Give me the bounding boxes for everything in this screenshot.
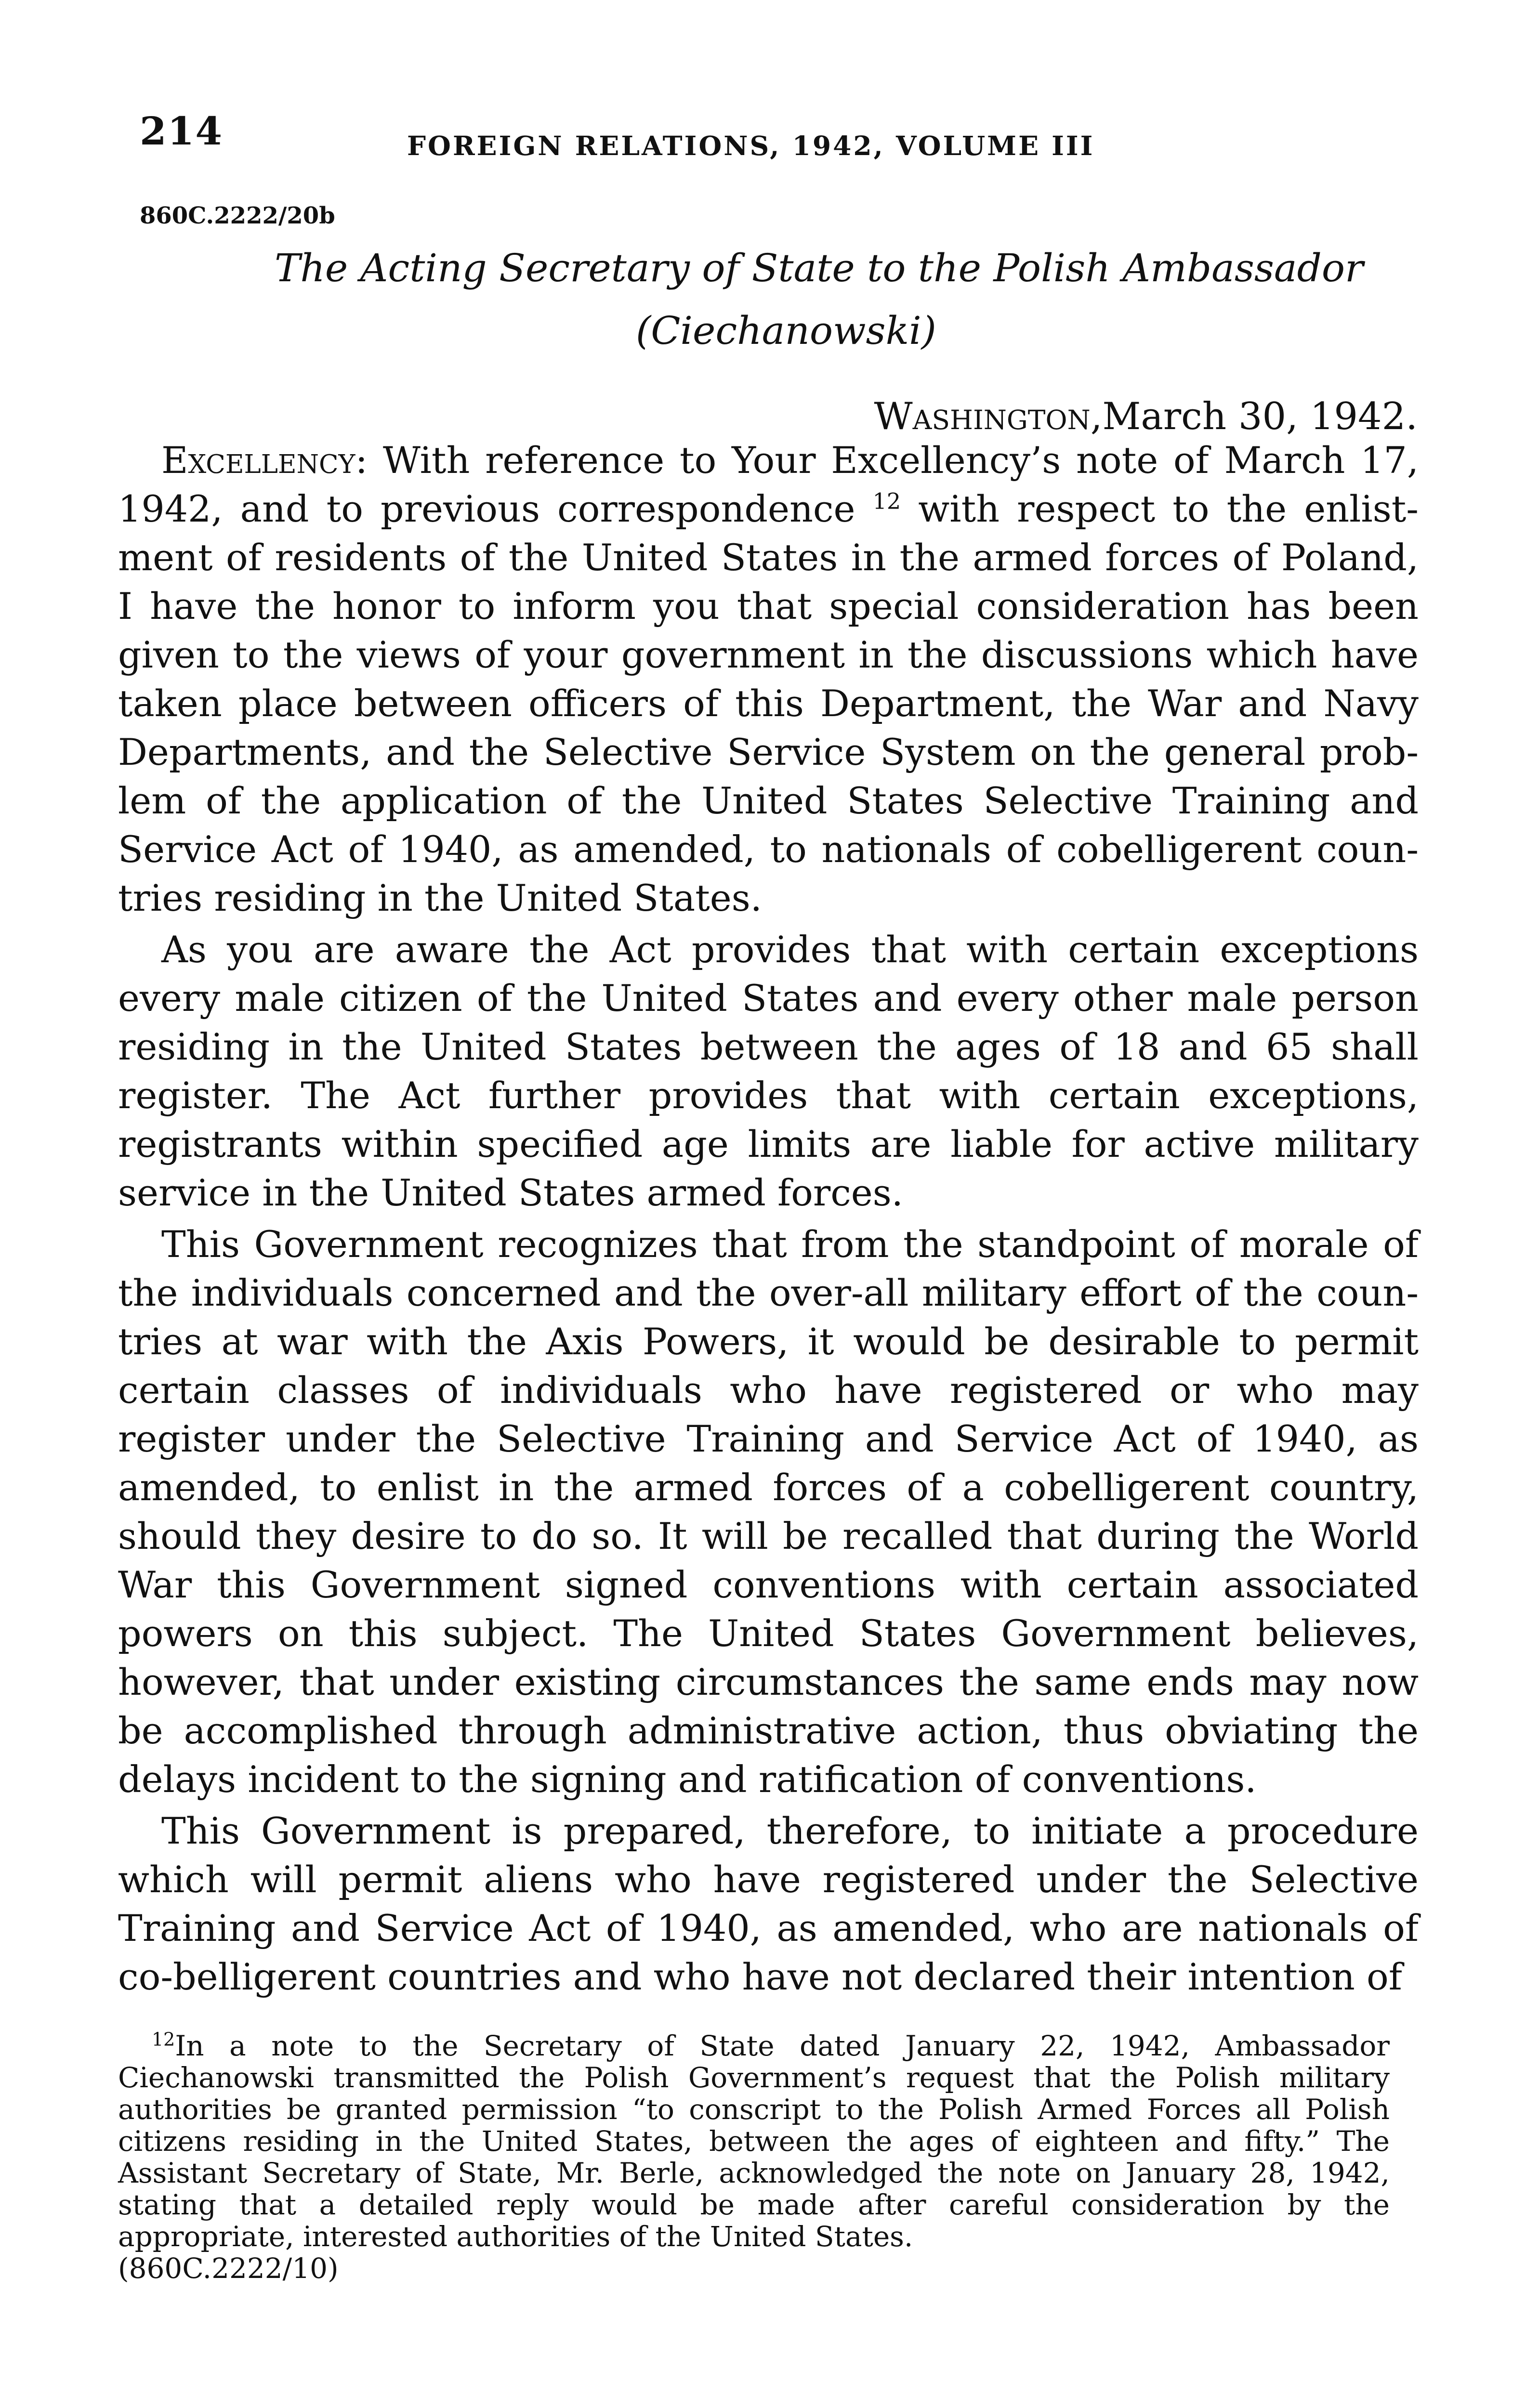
dateline-date: March 30, 1942. <box>1102 395 1418 438</box>
paragraph-1-text-b: with respect to the enlistment of residents of the United States in the armed forces of Poland, I have the honor to inform you that special consideration has been given to the views of your government in the discussions which have taken place between officers of this Department, the War and Navy Departments, and the Selective Service System on the general problem of the application of the United States Selective Training and Service Act of 1940, as amended, to nationals of cobelligerent countries residing in the United States. <box>118 487 1419 919</box>
dateline-place: Washington, <box>874 395 1103 438</box>
dateline <box>874 395 1418 438</box>
footnote-marker: 12 <box>152 2028 175 2050</box>
footnote <box>118 2030 1390 2284</box>
paragraph <box>118 436 1419 922</box>
document-title: The Acting Secretary of State to the Polish Ambassador <box>275 246 1364 290</box>
paragraph: This Government recognizes that from the standpoint of morale of the individuals concerned and the over-all military effort of the countries at war with the Axis Powers, it would be desirable to permit certain classes of individuals who have registered or who may register under the Selective Training and Service Act of 1940, as amended, to enlist in the armed forces of a cobelligerent country, should they desire to do so. It will be recalled that during the World War this Government signed conventions with certain associated powers on this subject. The United States Government believes, however, that under existing circumstances the same ends may now be accomplished through administrative action, thus obviating the delays incident to the signing and ratification of conventions. <box>118 1223 1419 1801</box>
footnote-text: In a note to the Secretary of State dated January 22, 1942, Ambassador Ciechanowski transmitted the Polish Government’s request that the Polish military authorities be granted permission “to conscript to the Polish Armed Forces all Polish citizens residing in the United States, between the ages of eighteen and fifty.” The Assistant Secretary of State, Mr. Berle, acknowledged the note on January 28, 1942, stating that a detailed reply would be made after careful consideration by the appropriate, interested authorities of the United States. <box>118 2029 1390 2253</box>
running-head: FOREIGN RELATIONS, 1942, VOLUME III <box>407 130 1095 161</box>
paragraph: This Government is prepared, therefore, to initiate a procedure which will permit aliens who have registered under the Selective Training and Service Act of 1940, as amended, who are nationals of co-belligerent countries and who have not declared their intention of <box>118 1809 1419 1998</box>
letter-body <box>118 436 1419 2004</box>
footnote-reference: 12 <box>872 488 901 514</box>
document-subtitle: (Ciechanowski) <box>636 308 936 353</box>
paragraph-1-text-a: With reference to Your Excellency’s note of March 17, 1942, and to previous correspondence <box>118 439 1419 530</box>
file-number: 860C.2222/20b <box>140 202 335 229</box>
footnote-reference-number: (860C.2222/10) <box>118 2252 339 2285</box>
salutation: Excellency: <box>161 439 368 482</box>
page-number: 214 <box>140 108 223 154</box>
paragraph: As you are aware the Act provides that with certain exceptions every male citizen of the United States and every other male person residing in the United States between the ages of 18 and 65 shall register. The Act further provides that with certain exceptions, registrants within specified age limits are liable for active military service in the United States armed forces. <box>118 928 1419 1214</box>
